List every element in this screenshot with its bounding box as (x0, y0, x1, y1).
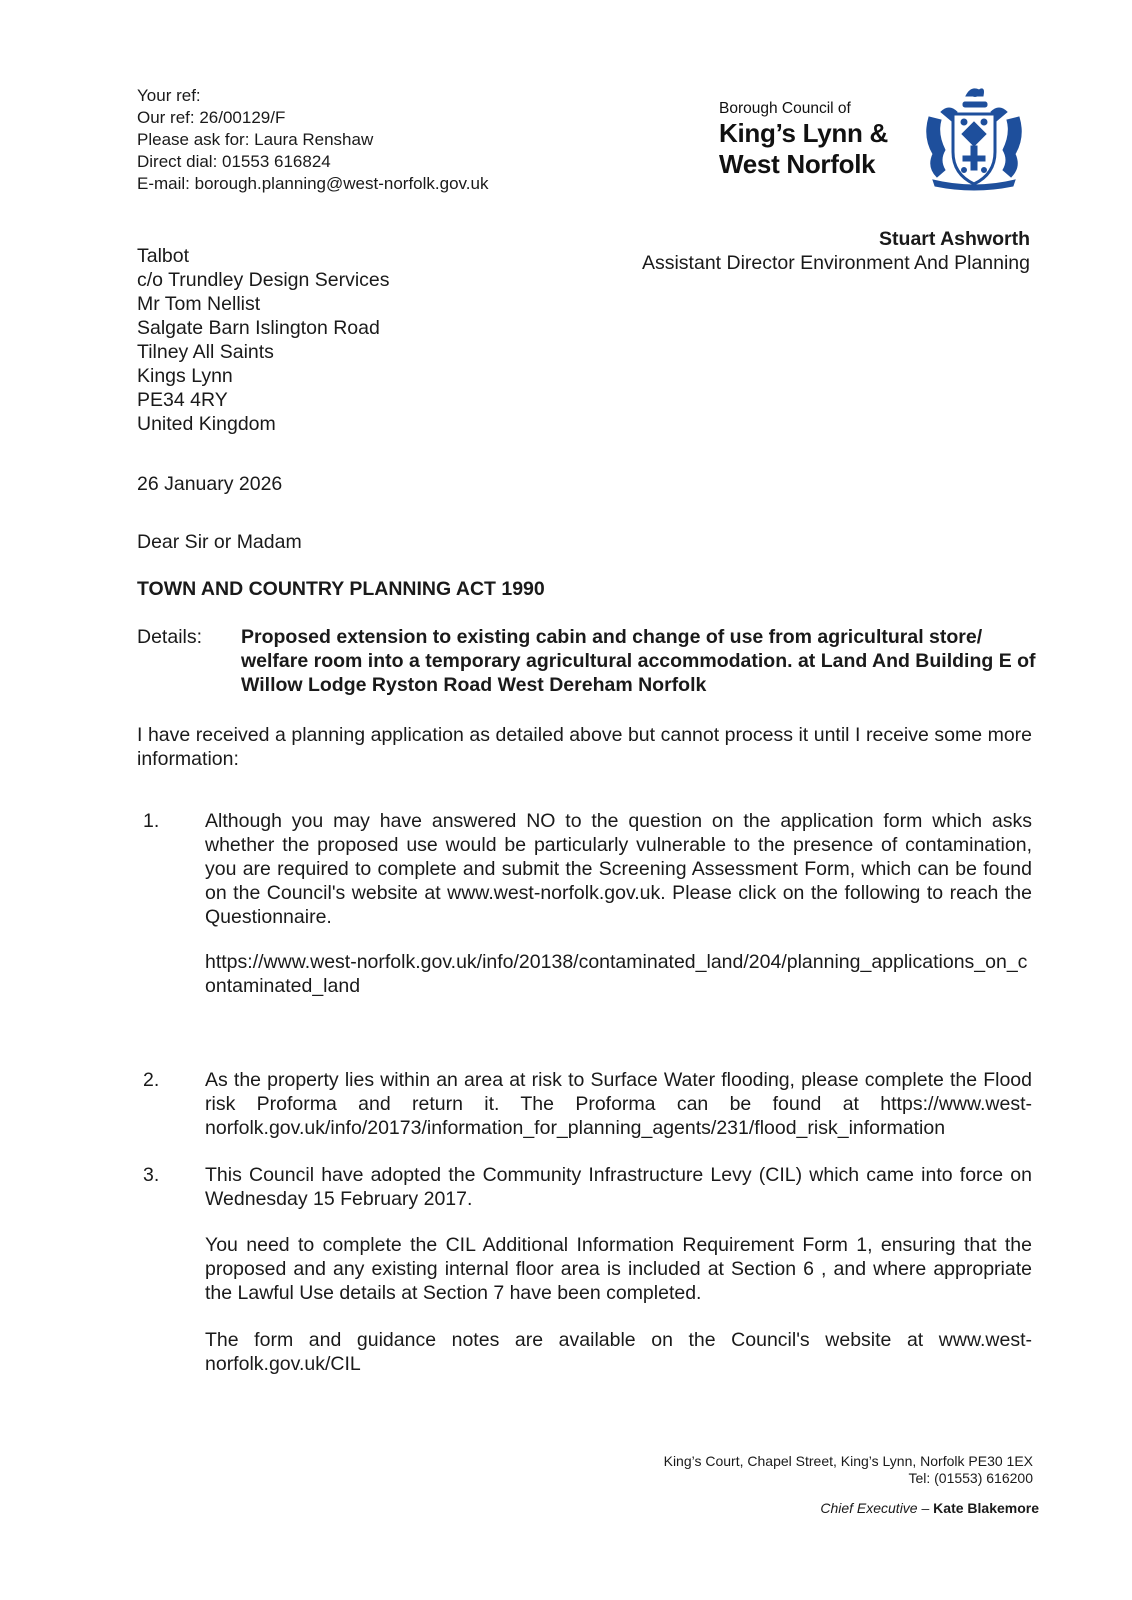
footer-address: King’s Court, Chapel Street, King’s Lynn, Norfolk PE30 1EX (663, 1453, 1033, 1469)
your-ref: Your ref: (137, 86, 201, 105)
logo-text (719, 100, 888, 180)
footer-tel: Tel: (01553) 616200 (908, 1470, 1033, 1486)
sender-name: Stuart Ashworth (879, 228, 1030, 250)
letter-date: 26 January 2026 (137, 473, 283, 495)
ask-for: Please ask for: Laura Renshaw (137, 130, 374, 149)
chief-executive-name: Kate Blakemore (933, 1500, 1039, 1516)
logo-line-3: West Norfolk (719, 149, 876, 179)
our-ref: Our ref: 26/00129/F (137, 108, 286, 127)
item-number: 1. (143, 810, 160, 832)
contaminated-land-link[interactable]: https://www.west-norfolk.gov.uk/info/20138/contaminated_land/204/planning_applications_on_contaminated_land (205, 951, 1028, 997)
sender-block (642, 227, 1030, 275)
chief-executive (820, 1500, 1039, 1517)
item-paragraph: You need to complete the CIL Additional Information Requirement Form 1, ensuring that the proposed and any existing internal floor area is included at Section 6 , and where appropriate the Lawful Use details at Section 7 have been completed. (205, 1234, 1032, 1304)
address-line: PE34 4RY (137, 389, 228, 411)
act-heading: TOWN AND COUNTRY PLANNING ACT 1990 (137, 578, 545, 600)
item-paragraph: The form and guidance notes are available on the Council's website at www.west-norfolk.gov.uk/CIL (205, 1329, 1032, 1375)
email: E-mail: borough.planning@west-norfolk.gov.uk (137, 174, 489, 193)
reference-block (137, 85, 488, 195)
council-logo (719, 82, 1029, 192)
coat-of-arms-icon (919, 82, 1029, 192)
address-line: Kings Lynn (137, 365, 233, 387)
direct-dial: Direct dial: 01553 616824 (137, 152, 331, 171)
address-line: c/o Trundley Design Services (137, 269, 390, 291)
item-paragraph: This Council have adopted the Community Infrastructure Levy (CIL) which came into force on Wednesday 15 February 2017. (205, 1164, 1032, 1210)
address-line: Salgate Barn Islington Road (137, 317, 380, 339)
address-line: Talbot (137, 245, 190, 267)
chief-executive-label: Chief Executive – (820, 1500, 930, 1516)
item-number: 3. (143, 1164, 160, 1186)
item-number: 2. (143, 1069, 160, 1091)
salutation: Dear Sir or Madam (137, 531, 302, 553)
intro-paragraph: I have received a planning application as detailed above but cannot process it until I receive some more information: (137, 724, 1032, 770)
footer-address-block (664, 1453, 1033, 1487)
item-paragraph: Although you may have answered NO to the question on the application form which asks whether the proposed use would be particularly vulnerable to the presence of contamination, you are required to complete and submit the Screening Assessment Form, which can be found on the Council's website at www.west-norfolk.gov.uk. Please click on the following to reach the Questionnaire. (205, 810, 1032, 928)
item-paragraph: As the property lies within an area at risk to Surface Water flooding, please complete the Flood risk Proforma and return it. The Proforma can be found at https://www.west-norfolk.gov.uk/info/20173/information_for_planning_agents/231/flood_risk_information (205, 1069, 1032, 1139)
logo-line-1: Borough Council of (719, 100, 851, 117)
details-label: Details: (137, 626, 203, 648)
address-line: Tilney All Saints (137, 341, 274, 363)
address-line: Mr Tom Nellist (137, 293, 261, 315)
logo-line-2: King’s Lynn & (719, 118, 888, 148)
sender-title: Assistant Director Environment And Planning (641, 252, 1030, 274)
recipient-address (137, 244, 390, 436)
address-line: United Kingdom (137, 413, 276, 435)
details-text: Proposed extension to existing cabin and change of use from agricultural store/ welfare room into a temporary agricultural accommodation. at Land And Building E of Willow Lodge Ryston Road West Dereham Norfolk (241, 626, 1036, 696)
